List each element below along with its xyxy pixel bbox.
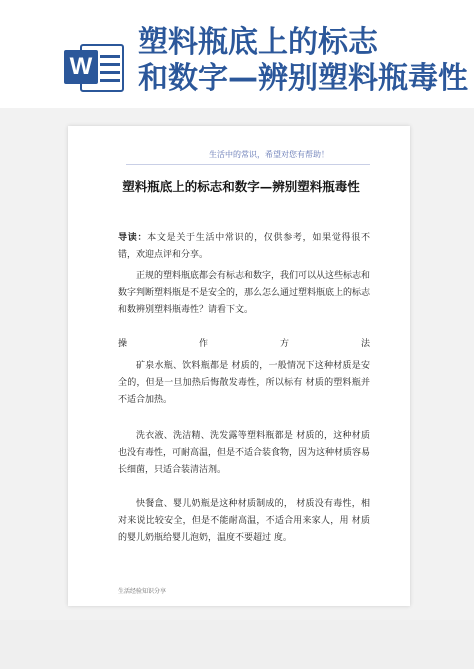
paragraph-3: 洗衣液、洗洁精、洗发露等塑料瓶都是 材质的，这种材质也没有毒性，可耐高温，但是不适合装食物，因为这种材质容易长细菌，只适合装清洁剂。 <box>118 431 371 475</box>
header-banner <box>0 0 474 108</box>
page-slogan: 生活中的常识，希望对您有帮助！ <box>209 150 329 159</box>
paragraph-4: 快餐盒、婴儿奶瓶是这种材质制成的， 材质没有毒性，相对来说比较安全，但是不能耐高温，不适合用来家人，用 材质的婴儿奶瓶给婴儿泡奶，温度不要超过 度。 <box>118 499 370 543</box>
intro-label: 导读： <box>118 233 148 243</box>
method-char: 法 <box>360 339 370 349</box>
banner-title-line1: 塑料瓶底上的标志 <box>138 25 378 60</box>
word-document-icon <box>64 40 126 92</box>
paragraph-1: 正规的塑料瓶底都会有标志和数字，我们可以从这些标志和数字判断塑料瓶是不是安全的，那么怎么通过塑料瓶底上的标志和数辨别塑料瓶毒性？请看下文。 <box>118 271 371 315</box>
method-heading <box>118 336 370 349</box>
word-letter-badge: W <box>64 50 98 84</box>
intro-text: 本文是关于生活中常识的，仅供参考，如果觉得很不错，欢迎点评和分享。 <box>118 233 370 260</box>
document-title: 塑料瓶底上的标志和数字—辨别塑料瓶毒性 <box>122 179 360 194</box>
slogan-divider <box>126 164 370 165</box>
page-footer: 生活经验知识分享 <box>118 588 167 595</box>
method-char: 方 <box>279 339 289 349</box>
document-page <box>68 126 410 606</box>
method-char: 作 <box>198 339 208 349</box>
bottom-strip <box>0 620 474 669</box>
paragraph-2: 矿泉水瓶、饮料瓶都是 材质的，一般情况下这种材质是安全的，但是一旦加热后悔散发毒性，所以标有 材质的塑料瓶并不适合加热。 <box>118 361 370 405</box>
method-char: 操 <box>118 339 128 349</box>
intro-paragraph <box>118 230 370 264</box>
banner-title-line2: 和数字—辨别塑料瓶毒性 <box>138 61 468 96</box>
